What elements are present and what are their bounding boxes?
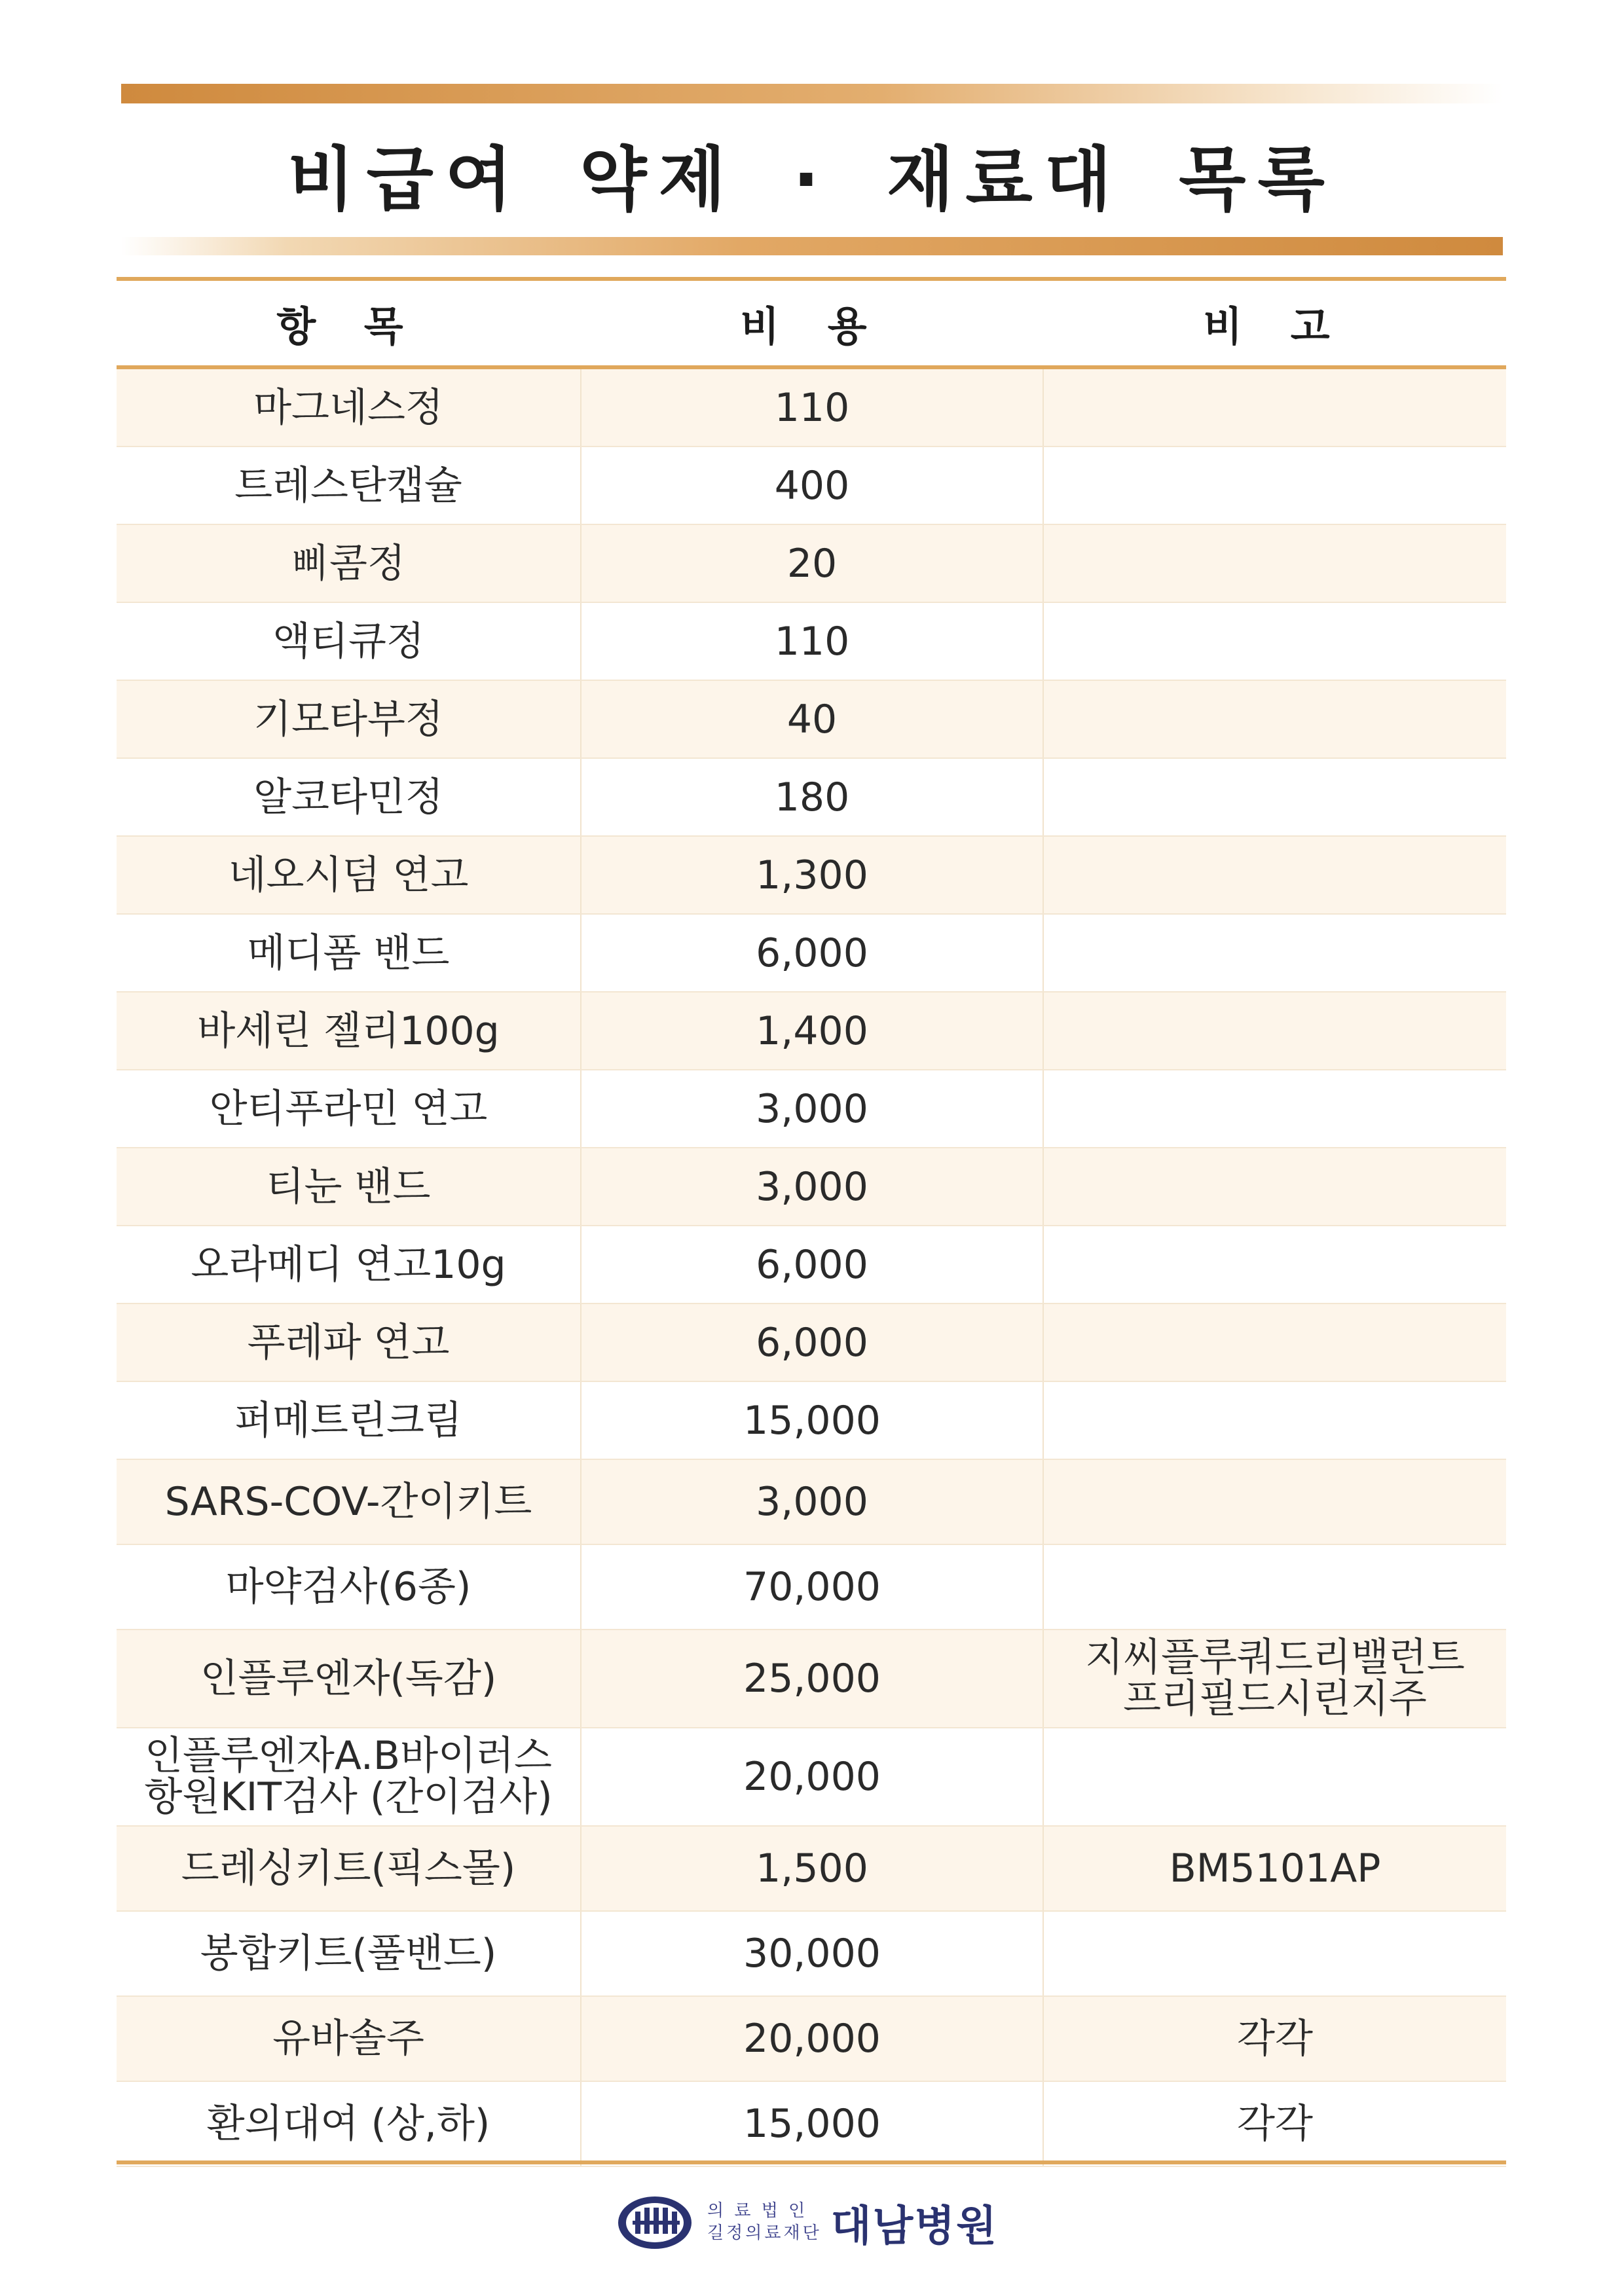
cell-cost: 400 [580,447,1044,524]
table-bottom-rule [117,2160,1506,2164]
cell-item: 퍼메트린크림 [234,1397,462,1444]
cell-item: 바세린 젤리100g [197,1008,500,1054]
table-row [117,1630,1506,1728]
cell-cost: 3,000 [580,1148,1044,1225]
cell-cost: 110 [580,603,1044,680]
cell-item: 기모타부정 [253,696,443,742]
cell-line: 인플루엔자A.B바이러스 [145,1733,552,1779]
cell-cost: 6,000 [580,915,1044,991]
cell-cost: 1,500 [580,1827,1044,1910]
cell-note [1044,1728,1506,1825]
cell-item: 오라메디 연고10g [191,1241,506,1288]
cell-item: 인플루엔자(독감) [200,1656,497,1702]
cell-item: 마그네스정 [253,384,443,431]
foundation-text: 길정의료재단 [707,2223,822,2243]
cell-cost: 1,400 [580,993,1044,1069]
cell-line: 프리필드시린지주 [1123,1676,1427,1722]
cell-note [1044,447,1506,524]
table-row [117,993,1506,1070]
cell-note [1044,681,1506,757]
cell-note [1044,915,1506,991]
cell-cost: 15,000 [580,1382,1044,1459]
table-row [117,759,1506,837]
table-body [117,369,1506,2167]
cell-cost: 1,300 [580,837,1044,913]
cell-note [1044,1226,1506,1303]
cell-cost: 25,000 [580,1630,1044,1727]
cell-item: 트레스탄캡슐 [234,462,462,509]
cell-item: 네오시덤 연고 [228,852,469,898]
cell-cost: 70,000 [580,1545,1044,1629]
cell-note [1044,759,1506,835]
table-row [117,1460,1506,1545]
cell-item: 유바솔주 [272,2016,424,2062]
hospital-name: 대남병원 [830,2202,998,2251]
cell-item: 푸레파 연고 [247,1319,450,1366]
table-row [117,1912,1506,1997]
cell-cost: 40 [580,681,1044,757]
cell-cost: 20,000 [580,1728,1044,1825]
table-row [117,1827,1506,1912]
table-row [117,837,1506,915]
cell-note [1044,837,1506,913]
title-decorative-band [121,237,1503,255]
foundation-label [707,2200,822,2245]
table-row [117,1226,1506,1304]
cell-note [1044,369,1506,446]
cell-cost: 3,000 [580,1460,1044,1544]
table-row [117,603,1506,681]
cell-cost: 6,000 [580,1226,1044,1303]
table-row [117,447,1506,525]
table-row [117,1148,1506,1226]
cell-item: 안티푸라민 연고 [209,1085,488,1132]
table-row [117,369,1506,447]
cell-cost: 20,000 [580,1997,1044,2081]
cell-cost: 180 [580,759,1044,835]
table-row [117,1382,1506,1460]
cell-cost: 20 [580,525,1044,602]
cell-item: 환의대여 (상,하) [206,2101,490,2147]
cell-note [1044,1382,1506,1459]
cell-item: 봉합키트(풀밴드) [200,1931,497,1977]
cell-note [1044,993,1506,1069]
cell-cost: 15,000 [580,2082,1044,2166]
cell-item: 알코타민정 [253,774,443,820]
table-row [117,1070,1506,1148]
table-row [117,681,1506,759]
header-note: 비 고 [1203,302,1347,350]
cell-item: 드레싱키트(픽스몰) [181,1846,516,1891]
cell-note [1044,1070,1506,1147]
cell-note: 각각 [1237,2101,1313,2147]
cell-note [1044,525,1506,602]
hospital-logo-icon [616,2193,694,2252]
page-title: 비급여 약제 · 재료대 목록 [287,139,1337,220]
table-row [117,1728,1506,1827]
header-item: 항 목 [276,302,420,350]
cell-item: 액티큐정 [272,618,424,665]
cell-note [1044,1630,1506,1727]
cell-note [1044,1460,1506,1544]
header-cost: 비 용 [740,302,884,350]
cell-item: 삐콤정 [291,540,405,587]
cell-note [1044,1304,1506,1381]
table-row [117,525,1506,603]
table-row [117,2082,1506,2167]
cell-cost: 110 [580,369,1044,446]
table-row [117,1304,1506,1382]
cell-cost: 30,000 [580,1912,1044,1995]
cell-note [1044,1148,1506,1225]
cell-note: BM5101AP [1169,1846,1381,1891]
cell-note [1044,1545,1506,1629]
cell-note [1044,1912,1506,1995]
org-type-text: 의 료 법 인 [707,2201,808,2221]
footer [616,2183,998,2262]
table-header [117,281,1506,365]
cell-line: 항원KIT검사 (간이검사) [144,1774,553,1820]
table-row [117,1997,1506,2082]
cell-item: SARS-COV-간이키트 [164,1479,532,1525]
cell-item: 메디폼 밴드 [247,930,450,976]
table-row [117,915,1506,993]
cell-item [117,1728,580,1825]
cell-cost: 6,000 [580,1304,1044,1381]
cell-item: 마약검사(6종) [225,1564,471,1610]
cell-item: 티눈 밴드 [266,1163,431,1210]
top-decorative-band [121,84,1503,103]
cell-line: 지씨플루쿼드리밸런트 [1085,1635,1465,1681]
cell-cost: 3,000 [580,1070,1044,1147]
table-row [117,1545,1506,1630]
cell-note: 각각 [1237,2016,1313,2062]
cell-note [1044,603,1506,680]
